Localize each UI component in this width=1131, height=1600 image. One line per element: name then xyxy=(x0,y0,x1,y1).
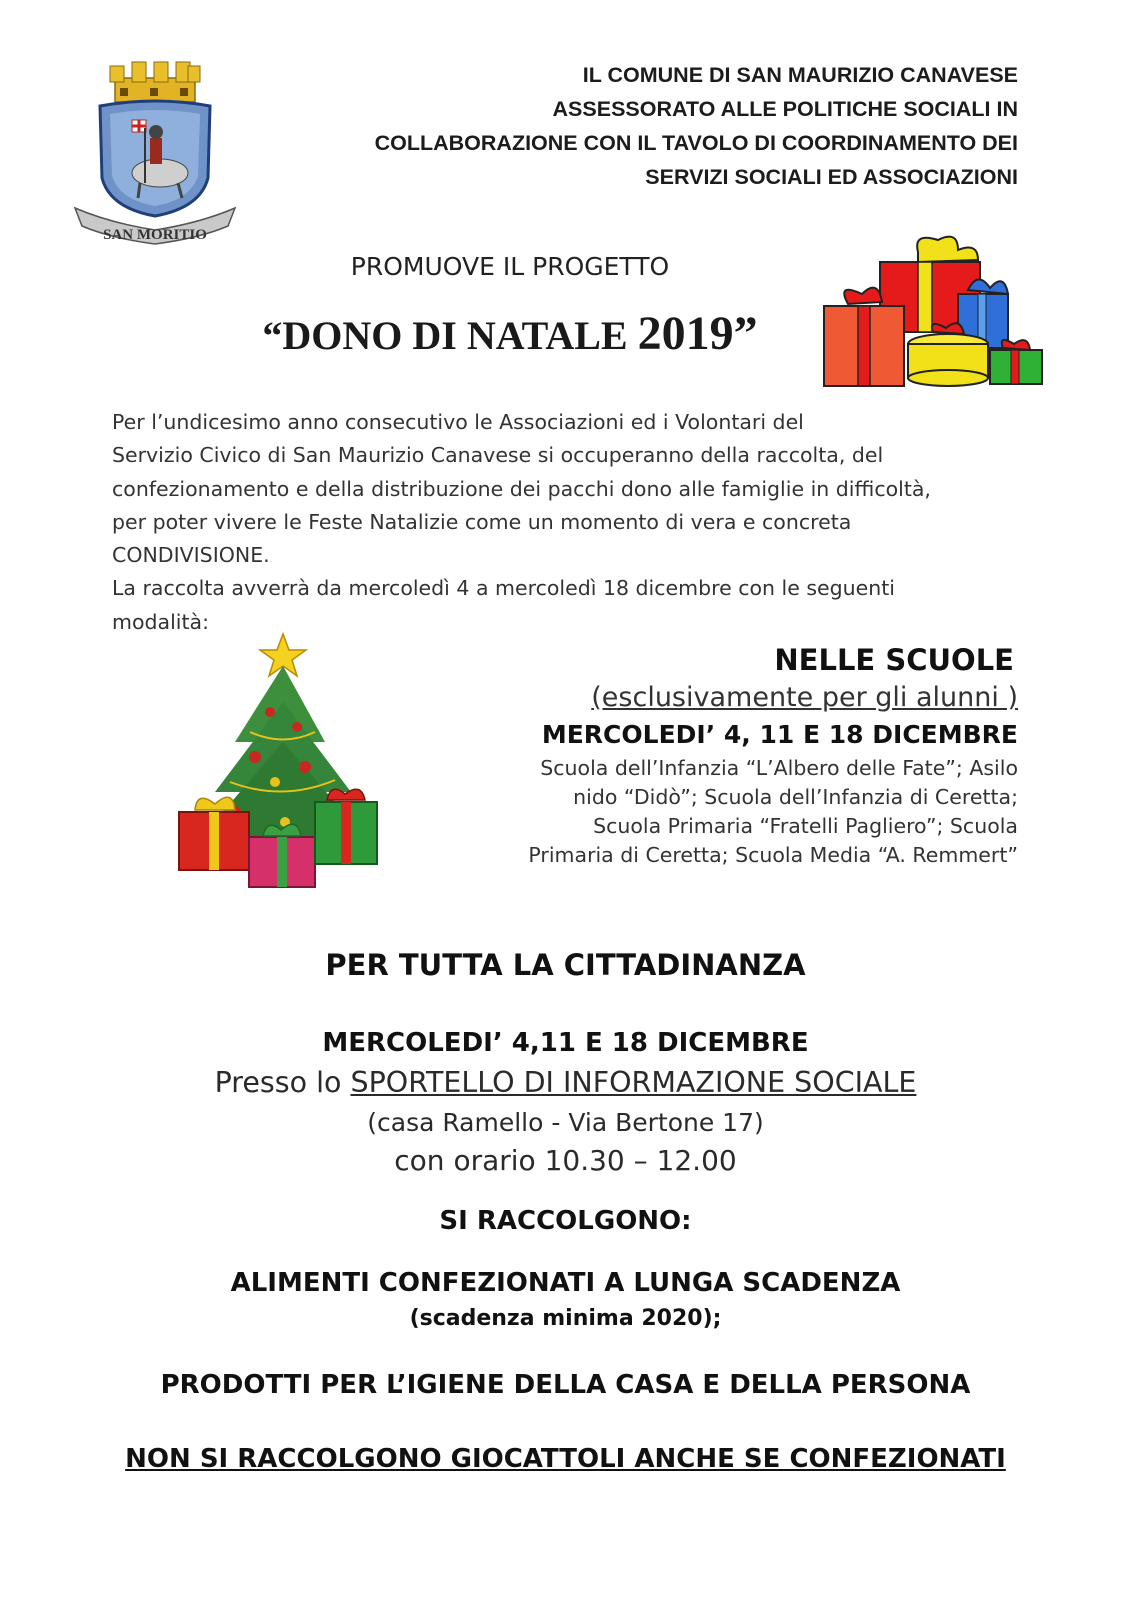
header-line: ASSESSORATO ALLE POLITICHE SOCIALI IN xyxy=(552,97,1018,121)
title-text: “DONO DI NATALE xyxy=(262,313,638,358)
intro-line: Servizio Civico di San Maurizio Canavese si occuperanno della raccolta, del xyxy=(112,443,884,468)
schools-days: MERCOLEDI’ 4, 11 E 18 DICEMBRE xyxy=(541,720,1018,749)
issuer-header xyxy=(240,58,1018,194)
citizens-days: MERCOLEDI’ 4,11 E 18 DICEMBRE xyxy=(322,1028,809,1058)
location-prefix: Presso lo xyxy=(214,1066,351,1099)
schools-list xyxy=(470,754,1018,870)
promotes-project-label: PROMUOVE IL PROGETTO xyxy=(350,252,670,281)
collect-item-food-note: (scadenza minima 2020); xyxy=(409,1306,722,1331)
christmas-tree-illustration xyxy=(175,632,390,907)
crest-motto: SAN MORITIO xyxy=(103,227,207,243)
intro-line: CONDIVISIONE. xyxy=(112,543,270,568)
intro-line: per poter vivere le Feste Natalizie come un momento di vera e concreta xyxy=(112,509,852,534)
gift-boxes-illustration xyxy=(818,232,1050,400)
collect-item-food: ALIMENTI CONFEZIONATI A LUNGA SCADENZA xyxy=(230,1268,901,1298)
schools-list-line: Scuola Primaria “Fratelli Pagliero”; Scuola xyxy=(593,814,1018,838)
schools-section xyxy=(470,640,1018,870)
location-office: SPORTELLO DI INFORMAZIONE SOCIALE xyxy=(350,1066,917,1099)
citizens-hours: con orario 10.30 – 12.00 xyxy=(394,1144,737,1177)
intro-line: modalità: xyxy=(112,609,209,634)
header-line: COLLABORAZIONE CON IL TAVOLO DI COORDINAMENTO DEI xyxy=(374,131,1018,155)
schools-list-line: nido “Didò”; Scuola dell’Infanzia di Ceretta; xyxy=(573,785,1018,809)
schools-heading: NELLE SCUOLE xyxy=(774,643,1014,677)
project-title xyxy=(200,306,820,361)
title-close-quote: ” xyxy=(733,307,758,360)
intro-line: Per l’undicesimo anno consecutivo le Associazioni ed i Volontari del xyxy=(112,410,804,434)
citizens-address: (casa Ramello - Via Bertone 17) xyxy=(367,1108,764,1137)
citizens-location xyxy=(60,1066,1071,1099)
intro-paragraph xyxy=(112,406,1032,639)
intro-line: La raccolta avverrà da mercoledì 4 a mercoledì 18 dicembre con le seguenti xyxy=(112,576,896,601)
municipal-crest xyxy=(70,58,240,258)
intro-line: confezionamento e della distribuzione dei pacchi dono alle famiglie in difficoltà, xyxy=(112,476,931,501)
citizens-heading: PER TUTTA LA CITTADINANZA xyxy=(325,948,806,982)
header-line: IL COMUNE DI SAN MAURIZIO CANAVESE xyxy=(582,63,1018,87)
collect-item-hygiene: PRODOTTI PER L’IGIENE DELLA CASA E DELLA PERSONA xyxy=(160,1370,971,1400)
title-year: 2019 xyxy=(637,307,734,360)
schools-list-line: Scuola dell’Infanzia “L’Albero delle Fate”; Asilo xyxy=(540,756,1018,780)
header-line: SERVIZI SOCIALI ED ASSOCIAZIONI xyxy=(645,165,1018,189)
collect-heading: SI RACCOLGONO: xyxy=(439,1206,692,1236)
schools-subheading: (esclusivamente per gli alunni ) xyxy=(591,682,1018,713)
schools-list-line: Primaria di Ceretta; Scuola Media “A. Remmert” xyxy=(528,843,1018,867)
collect-exclusion-notice: NON SI RACCOLGONO GIOCATTOLI ANCHE SE CONFEZIONATI xyxy=(125,1444,1006,1474)
